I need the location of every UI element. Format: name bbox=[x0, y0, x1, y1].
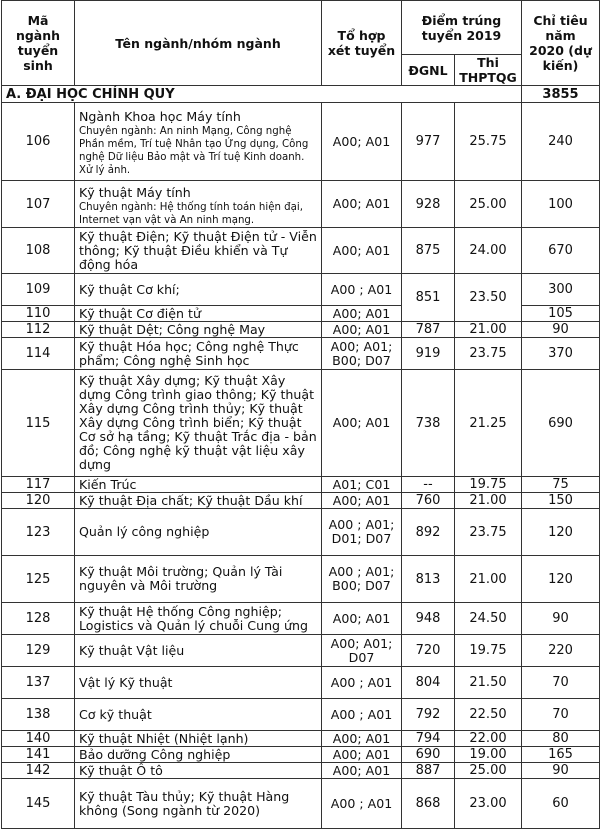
table-row bbox=[2, 763, 600, 779]
row-thpt: 25.75 bbox=[455, 103, 522, 181]
row-code: 145 bbox=[2, 779, 75, 829]
row-combo: A00 ; A01; D01; D07 bbox=[322, 509, 402, 556]
row-quota: 220 bbox=[522, 635, 600, 667]
table-row bbox=[2, 274, 600, 306]
table-row bbox=[2, 370, 600, 477]
row-quota: 165 bbox=[522, 747, 600, 763]
row-name: Quản lý công nghiệp bbox=[75, 509, 322, 556]
row-name: Kỹ thuật Nhiệt (Nhiệt lạnh) bbox=[75, 731, 322, 747]
row-sub: Chuyên ngành: An ninh Mạng, Công nghệ Phần mềm, Trí tuệ Nhân tạo Ứng dụng, Công nghệ Dữ liệu Bảo mật và Trí tuệ Kinh doanh. Xử lý ảnh. bbox=[79, 126, 309, 176]
row-name: Kỹ thuật Vật liệu bbox=[75, 635, 322, 667]
table-row bbox=[2, 556, 600, 603]
row-combo: A00 ; A01 bbox=[322, 274, 402, 306]
row-quota: 70 bbox=[522, 699, 600, 731]
table-row bbox=[2, 477, 600, 493]
row-dgnl: 787 bbox=[402, 322, 455, 338]
row-combo: A00; A01; B00; D07 bbox=[322, 338, 402, 370]
row-code: 109 bbox=[2, 274, 75, 306]
row-thpt: 23.00 bbox=[455, 779, 522, 829]
table-row bbox=[2, 493, 600, 509]
row-dgnl: 919 bbox=[402, 338, 455, 370]
row-name: Kỹ thuật Tàu thủy; Kỹ thuật Hàng không (Song ngành từ 2020) bbox=[75, 779, 322, 829]
row-quota: 670 bbox=[522, 228, 600, 274]
row-quota: 370 bbox=[522, 338, 600, 370]
row-name: Cơ kỹ thuật bbox=[75, 699, 322, 731]
row-dgnl: 813 bbox=[402, 556, 455, 603]
row-code: 115 bbox=[2, 370, 75, 477]
row-combo: A00; A01 bbox=[322, 322, 402, 338]
section-label: A. ĐẠI HỌC CHÍNH QUY bbox=[2, 86, 522, 103]
table-row bbox=[2, 667, 600, 699]
table-row bbox=[2, 731, 600, 747]
row-combo: A00 ; A01 bbox=[322, 667, 402, 699]
table-row bbox=[2, 699, 600, 731]
row-combo: A00; A01 bbox=[322, 493, 402, 509]
row-quota: 300 bbox=[522, 274, 600, 306]
row-name: Kỹ thuật Điện; Kỹ thuật Điện tử - Viễn thông; Kỹ thuật Điều khiển và Tự động hóa bbox=[75, 228, 322, 274]
row-thpt: 19.00 bbox=[455, 747, 522, 763]
row-quota: 90 bbox=[522, 763, 600, 779]
header-dgnl: ĐGNL bbox=[402, 55, 455, 86]
row-dgnl: -- bbox=[402, 477, 455, 493]
table-row bbox=[2, 338, 600, 370]
row-name-cell bbox=[75, 181, 322, 228]
table-row bbox=[2, 228, 600, 274]
row-code: 138 bbox=[2, 699, 75, 731]
row-dgnl: 892 bbox=[402, 509, 455, 556]
row-name: Kỹ thuật Địa chất; Kỹ thuật Dầu khí bbox=[75, 493, 322, 509]
row-code: 108 bbox=[2, 228, 75, 274]
row-code: 120 bbox=[2, 493, 75, 509]
row-thpt: 21.50 bbox=[455, 667, 522, 699]
row-thpt: 23.75 bbox=[455, 509, 522, 556]
row-thpt: 23.75 bbox=[455, 338, 522, 370]
table-row bbox=[2, 603, 600, 635]
row-thpt: 23.50 bbox=[455, 274, 522, 322]
row-code: 137 bbox=[2, 667, 75, 699]
row-quota: 150 bbox=[522, 493, 600, 509]
row-name-cell bbox=[75, 103, 322, 181]
row-name: Kỹ thuật Cơ khí; bbox=[75, 274, 322, 306]
row-name: Ngành Khoa học Máy tính bbox=[79, 109, 241, 124]
row-thpt: 24.00 bbox=[455, 228, 522, 274]
row-quota: 100 bbox=[522, 181, 600, 228]
row-sub: Chuyên ngành: Hệ thống tính toán hiện đại, Internet vạn vật và An ninh mạng. bbox=[79, 201, 303, 226]
row-code: 141 bbox=[2, 747, 75, 763]
section-row bbox=[2, 86, 600, 103]
header-thptqg: Thi THPTQG bbox=[455, 55, 522, 86]
row-quota: 105 bbox=[522, 306, 600, 322]
row-dgnl: 792 bbox=[402, 699, 455, 731]
row-dgnl: 738 bbox=[402, 370, 455, 477]
row-combo: A00; A01 bbox=[322, 306, 402, 322]
row-combo: A00; A01 bbox=[322, 181, 402, 228]
header-code: Mã ngành tuyển sinh bbox=[2, 1, 75, 86]
row-name: Vật lý Kỹ thuật bbox=[75, 667, 322, 699]
row-combo: A00; A01 bbox=[322, 103, 402, 181]
row-combo: A00; A01 bbox=[322, 370, 402, 477]
row-code: 110 bbox=[2, 306, 75, 322]
table-row bbox=[2, 779, 600, 829]
row-quota: 70 bbox=[522, 667, 600, 699]
table-row bbox=[2, 181, 600, 228]
header-combo: Tổ hợp xét tuyển bbox=[322, 1, 402, 86]
table-row bbox=[2, 747, 600, 763]
row-name: Kỹ thuật Xây dựng; Kỹ thuật Xây dựng Công trình giao thông; Kỹ thuật Xây dựng Công trình thủy; Kỹ thuật Xây dựng Công trình biển; Kỹ thuật Cơ sở hạ tầng; Kỹ thuật Trắc địa - bản đồ; Công nghệ kỹ thuật vật liệu xây dựng bbox=[75, 370, 322, 477]
table-row bbox=[2, 509, 600, 556]
row-code: 114 bbox=[2, 338, 75, 370]
row-dgnl: 887 bbox=[402, 763, 455, 779]
header-score: Điểm trúng tuyển 2019 bbox=[402, 1, 522, 55]
row-code: 117 bbox=[2, 477, 75, 493]
row-quota: 120 bbox=[522, 556, 600, 603]
row-thpt: 21.00 bbox=[455, 493, 522, 509]
row-dgnl: 875 bbox=[402, 228, 455, 274]
row-name: Kỹ thuật Ô tô bbox=[75, 763, 322, 779]
row-quota: 60 bbox=[522, 779, 600, 829]
row-dgnl: 720 bbox=[402, 635, 455, 667]
row-thpt: 25.00 bbox=[455, 181, 522, 228]
row-combo: A00; A01 bbox=[322, 603, 402, 635]
row-thpt: 25.00 bbox=[455, 763, 522, 779]
row-dgnl: 690 bbox=[402, 747, 455, 763]
row-quota: 75 bbox=[522, 477, 600, 493]
row-combo: A01; C01 bbox=[322, 477, 402, 493]
row-name: Bảo dưỡng Công nghiệp bbox=[75, 747, 322, 763]
row-combo: A00; A01 bbox=[322, 228, 402, 274]
row-name: Kỹ thuật Hóa học; Công nghệ Thực phẩm; Công nghệ Sinh học bbox=[75, 338, 322, 370]
row-name: Kỹ thuật Dệt; Công nghệ May bbox=[75, 322, 322, 338]
table-row bbox=[2, 322, 600, 338]
row-thpt: 21.25 bbox=[455, 370, 522, 477]
row-combo: A00; A01 bbox=[322, 731, 402, 747]
section-total: 3855 bbox=[522, 86, 600, 103]
row-dgnl: 868 bbox=[402, 779, 455, 829]
row-combo: A00 ; A01; B00; D07 bbox=[322, 556, 402, 603]
header-name: Tên ngành/nhóm ngành bbox=[75, 1, 322, 86]
row-thpt: 22.00 bbox=[455, 731, 522, 747]
row-code: 106 bbox=[2, 103, 75, 181]
row-name: Kỹ thuật Môi trường; Quản lý Tài nguyên và Môi trường bbox=[75, 556, 322, 603]
row-thpt: 19.75 bbox=[455, 635, 522, 667]
row-code: 123 bbox=[2, 509, 75, 556]
row-quota: 90 bbox=[522, 322, 600, 338]
row-thpt: 19.75 bbox=[455, 477, 522, 493]
row-quota: 90 bbox=[522, 603, 600, 635]
row-dgnl: 928 bbox=[402, 181, 455, 228]
row-code: 140 bbox=[2, 731, 75, 747]
row-dgnl: 851 bbox=[402, 274, 455, 322]
admission-table bbox=[1, 0, 600, 829]
row-code: 112 bbox=[2, 322, 75, 338]
row-combo: A00; A01; D07 bbox=[322, 635, 402, 667]
row-thpt: 21.00 bbox=[455, 556, 522, 603]
row-combo: A00; A01 bbox=[322, 747, 402, 763]
row-code: 128 bbox=[2, 603, 75, 635]
row-name: Kỹ thuật Cơ điện tử bbox=[75, 306, 322, 322]
row-name: Kỹ thuật Hệ thống Công nghiệp; Logistics và Quản lý chuỗi Cung ứng bbox=[75, 603, 322, 635]
row-thpt: 24.50 bbox=[455, 603, 522, 635]
row-quota: 80 bbox=[522, 731, 600, 747]
row-dgnl: 804 bbox=[402, 667, 455, 699]
header-quota: Chỉ tiêu năm 2020 (dự kiến) bbox=[522, 1, 600, 86]
row-quota: 120 bbox=[522, 509, 600, 556]
row-code: 142 bbox=[2, 763, 75, 779]
row-code: 129 bbox=[2, 635, 75, 667]
row-name: Kiến Trúc bbox=[75, 477, 322, 493]
row-combo: A00 ; A01 bbox=[322, 699, 402, 731]
row-dgnl: 948 bbox=[402, 603, 455, 635]
row-name: Kỹ thuật Máy tính bbox=[79, 184, 191, 200]
row-quota: 690 bbox=[522, 370, 600, 477]
row-quota: 240 bbox=[522, 103, 600, 181]
row-combo: A00; A01 bbox=[322, 763, 402, 779]
row-thpt: 21.00 bbox=[455, 322, 522, 338]
row-code: 107 bbox=[2, 181, 75, 228]
table-row bbox=[2, 635, 600, 667]
row-thpt: 22.50 bbox=[455, 699, 522, 731]
row-dgnl: 977 bbox=[402, 103, 455, 181]
row-combo: A00 ; A01 bbox=[322, 779, 402, 829]
table-row bbox=[2, 103, 600, 181]
row-dgnl: 760 bbox=[402, 493, 455, 509]
row-dgnl: 794 bbox=[402, 731, 455, 747]
row-code: 125 bbox=[2, 556, 75, 603]
